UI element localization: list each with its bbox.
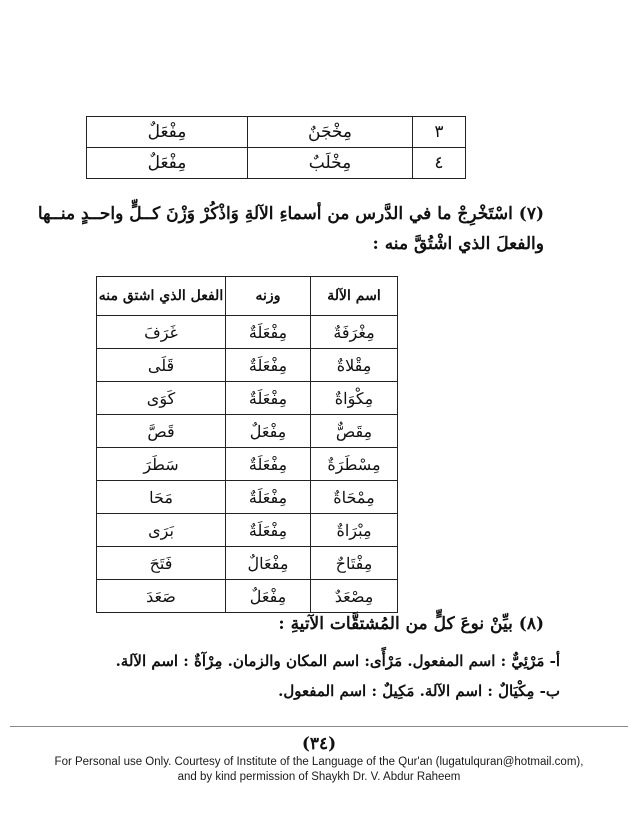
verb-cell: صَعَدَ: [97, 580, 226, 613]
table-row: [97, 547, 398, 580]
verb-cell: قَلَى: [97, 349, 226, 382]
tool-noun-cell: مِكْوَاةٌ: [311, 382, 398, 415]
table-header-row: [97, 277, 398, 316]
table-row: [97, 448, 398, 481]
table-row: [97, 349, 398, 382]
footer-courtesy-line: For Personal use Only. Courtesy of Institute of the Language of the Qur'an (lugatulquran@hotmail.com),: [54, 756, 584, 768]
verb-cell: غَرَفَ: [97, 316, 226, 349]
pattern-cell: مِفْعَلٌ: [226, 415, 311, 448]
table-row: [97, 382, 398, 415]
table-row: [97, 316, 398, 349]
table-row: [97, 415, 398, 448]
footer-permission-line: and by kind permission of Shaykh Dr. V. Abdur Raheem: [177, 771, 461, 783]
pattern-cell: مِفْعَلَةٌ: [226, 382, 311, 415]
verb-cell: سَطَرَ: [97, 448, 226, 481]
exercise-8-prompt: (٨) بيِّنْ نوعَ كلٍّ من المُشتقَّات الآتيةِ :: [278, 614, 544, 634]
tool-noun-cell: مِقَصٌّ: [311, 415, 398, 448]
pattern-cell: مِفْعَلَةٌ: [226, 349, 311, 382]
verb-cell: فَتَحَ: [97, 547, 226, 580]
table-row: [97, 481, 398, 514]
tool-noun-cell: مِمْحَاةٌ: [311, 481, 398, 514]
previous-exercise-table: [86, 116, 466, 179]
verb-cell: بَرَى: [97, 514, 226, 547]
verb-cell: كَوَى: [97, 382, 226, 415]
pattern-cell: مِفْعَلٌ: [226, 580, 311, 613]
header-root-verb: الفعل الذي اشتق منه: [97, 277, 226, 316]
tool-noun-cell: مِسْطَرَةٌ: [311, 448, 398, 481]
answer-a: أ- مَرْئِيٌّ : اسم المفعول. مَرْأًى: اسم المكان والزمان. مِرْآةٌ : اسم الآلة.: [115, 652, 560, 670]
answer-b: ب- مِكْيَالٌ : اسم الآلة. مَكِيلٌ : اسم المفعول.: [278, 682, 560, 700]
pattern-cell: مِفْعَلَةٌ: [226, 316, 311, 349]
instrument-nouns-table: [96, 276, 398, 613]
verb-cell: قَصَّ: [97, 415, 226, 448]
table-row: [87, 117, 466, 148]
row-number: ٣: [413, 117, 466, 148]
row-number: ٤: [413, 148, 466, 179]
noun-cell: مِخْلَبٌ: [248, 148, 413, 179]
tool-noun-cell: مِغْرَفَةٌ: [311, 316, 398, 349]
tool-noun-cell: مِصْعَدٌ: [311, 580, 398, 613]
noun-cell: مِخْجَنٌ: [248, 117, 413, 148]
tool-noun-cell: مِبْرَاةٌ: [311, 514, 398, 547]
table-row: [87, 148, 466, 179]
pattern-cell: مِفْعَلَةٌ: [226, 481, 311, 514]
pattern-cell: مِفْعَلَةٌ: [226, 514, 311, 547]
header-pattern: وزنه: [226, 277, 311, 316]
tool-noun-cell: مِفْتَاحٌ: [311, 547, 398, 580]
table-row: [97, 514, 398, 547]
footer-divider: [10, 726, 628, 727]
verb-cell: مَحَا: [97, 481, 226, 514]
tool-noun-cell: مِقْلاةٌ: [311, 349, 398, 382]
exercise-7-prompt-line1: (٧) اسْتَخْرِجْ ما في الدَّرس من أسماءِ الآلةِ وَاذْكُرْ وَزْنَ كــلٍّ واحــدٍ منــها: [37, 204, 544, 224]
pattern-cell: مِفْعَلَةٌ: [226, 448, 311, 481]
pattern-cell: مِفْعَلٌ: [87, 117, 248, 148]
pattern-cell: مِفْعَالٌ: [226, 547, 311, 580]
page-number: (٣٤): [301, 734, 337, 754]
header-tool-noun: اسم الآلة: [311, 277, 398, 316]
exercise-7-prompt-line2: والفعلَ الذي اشْتُقَّ منه :: [372, 234, 544, 254]
table-row: [97, 580, 398, 613]
pattern-cell: مِفْعَلٌ: [87, 148, 248, 179]
